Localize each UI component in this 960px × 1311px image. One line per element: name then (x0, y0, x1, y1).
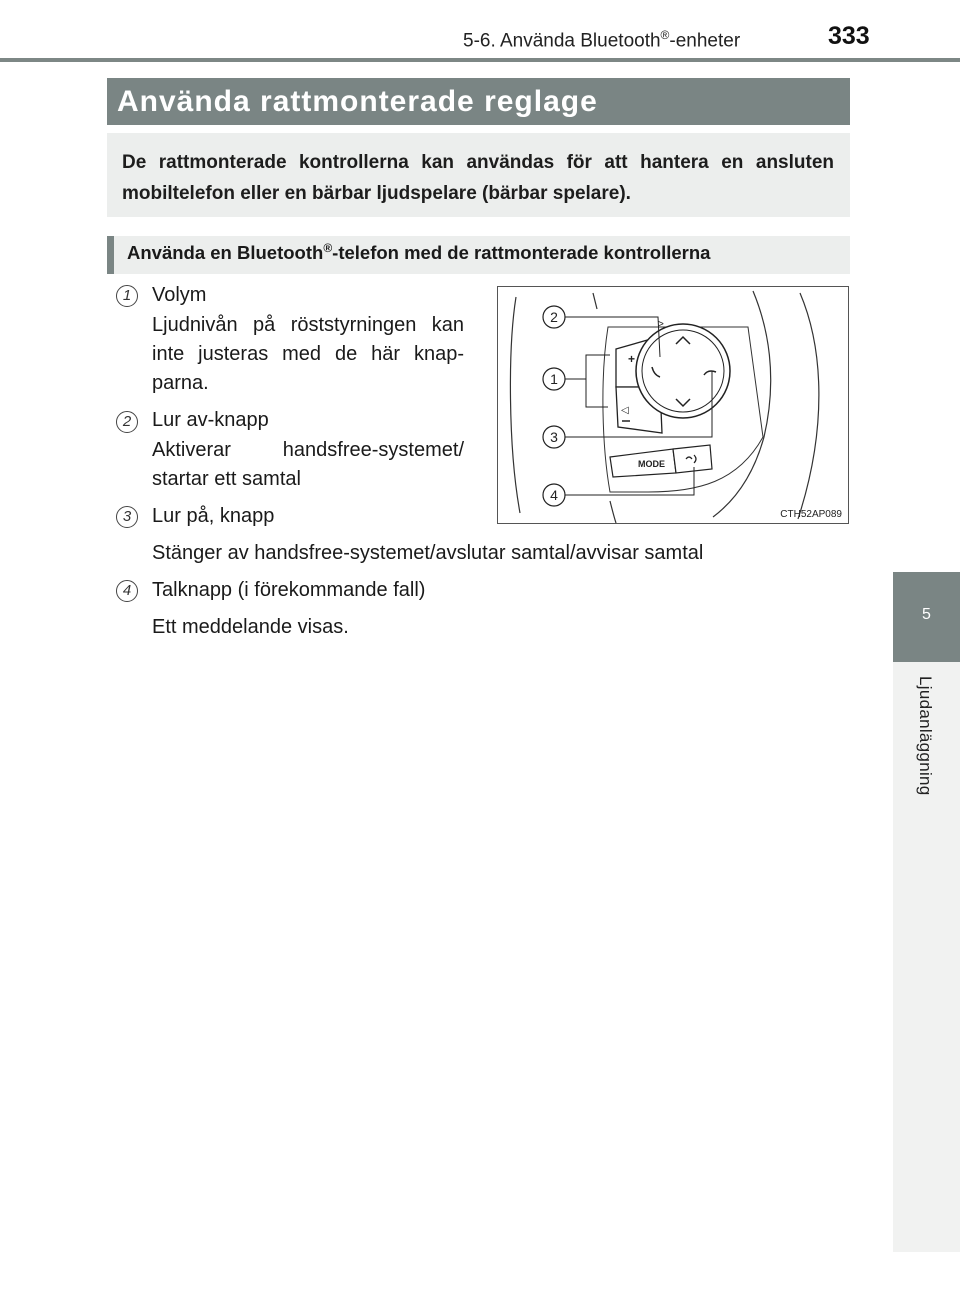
running-header (0, 22, 960, 62)
item-4-description: Ett meddelande visas. (152, 616, 349, 638)
steering-wheel-drawing (498, 287, 848, 523)
item-4-title: Talknapp (i förekommande fall) (152, 579, 426, 601)
page-title: Använda rattmonterade reglage (117, 85, 598, 118)
item-1-description: Ljudnivån på röststyrningen kan inte justeras med de här knap-parna. (152, 314, 464, 394)
intro-box (107, 133, 850, 217)
callout-1: 1 (550, 371, 558, 387)
heading-accent (107, 236, 114, 274)
callout-2: 2 (550, 309, 558, 325)
chapter-tab (893, 572, 960, 662)
item-1-title: Volym (152, 284, 207, 306)
item-3-title: Lur på, knapp (152, 505, 275, 527)
item-number-2: 2 (116, 411, 138, 433)
item-number-3: 3 (116, 506, 138, 528)
svg-text:+: + (628, 352, 636, 366)
page-number: 333 (828, 22, 870, 50)
header-divider (0, 58, 960, 62)
speaker-icon: ◁ (621, 405, 629, 416)
item-number-4: 4 (116, 580, 138, 602)
steering-switch-illustration (497, 286, 849, 524)
chapter-label: Ljudanläggning (916, 676, 935, 796)
mode-talk-switch (610, 445, 712, 477)
phone-control-pad (636, 319, 730, 418)
section-heading (107, 236, 850, 274)
item-3-description: Stänger av handsfree-systemet/avslutar samtal/avvisar samtal (152, 542, 704, 564)
figure-caption: CTH52AP089 (780, 509, 842, 520)
item-number-1: 1 (116, 285, 138, 307)
chapter-number: 5 (922, 606, 931, 623)
item-2-title: Lur av-knapp (152, 409, 269, 431)
svg-text:>: > (658, 319, 664, 330)
page-title-bar (107, 78, 850, 125)
mode-button-label: MODE (638, 459, 665, 469)
callout-3: 3 (550, 429, 558, 445)
callout-4: 4 (550, 487, 558, 503)
item-2-description: Aktiverar handsfree-systemet/ startar ett samtal (152, 439, 464, 490)
section-breadcrumb: 5-6. Använda Bluetooth®-enheter (463, 28, 741, 52)
section-heading-text: Använda en Bluetooth®-telefon med de rattmonterade kontrollerna (127, 241, 711, 264)
chapter-label-strip (893, 662, 960, 1252)
intro-text: De rattmonterade kontrollerna kan användas för att hantera en ansluten mobiltelefon eller en bärbar ljudspelare (bärbar spelare). (122, 152, 834, 204)
